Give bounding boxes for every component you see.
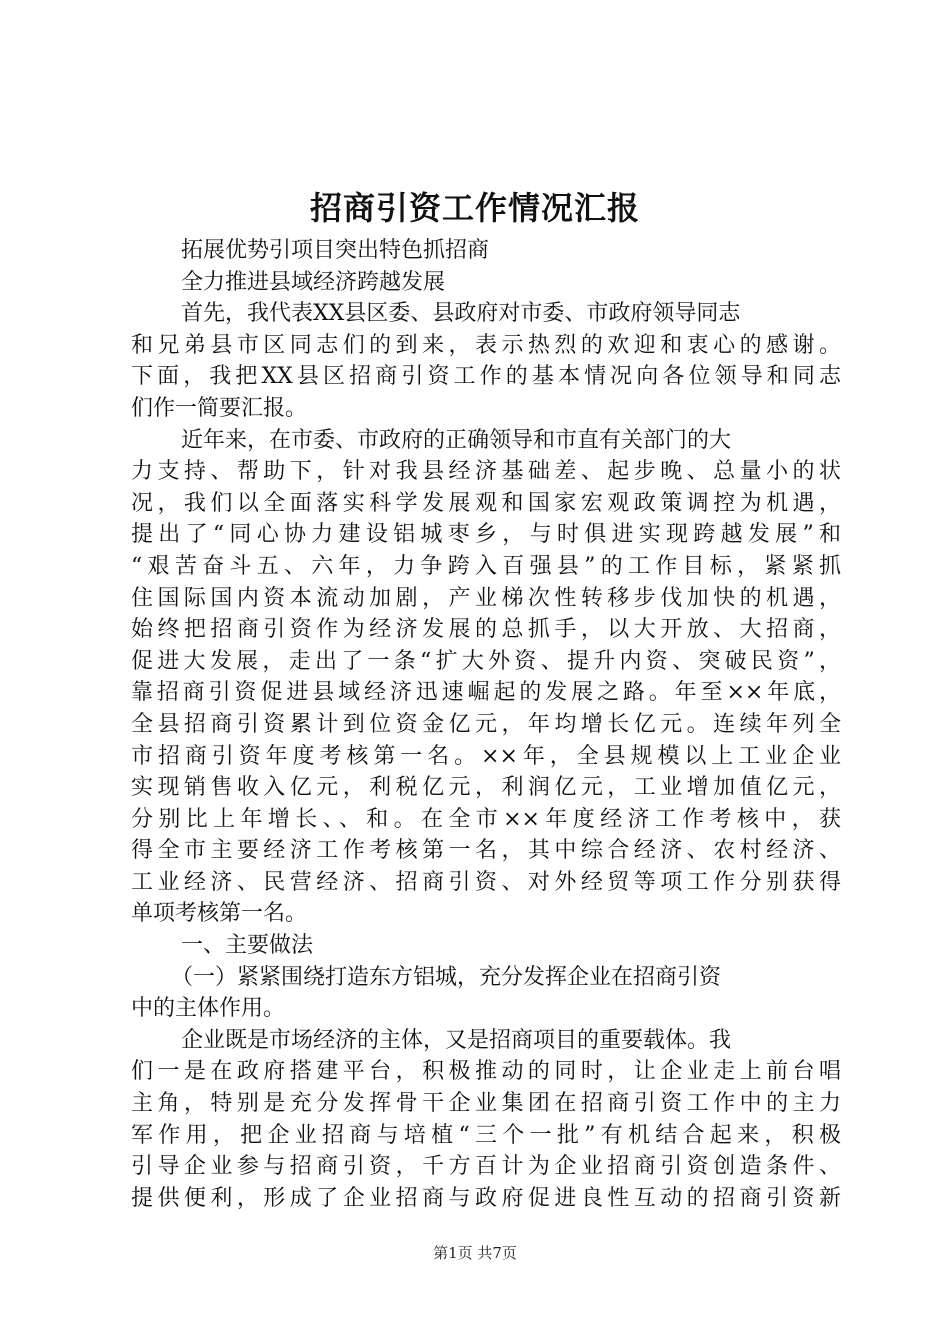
text-line: 一、主要做法 — [181, 933, 314, 959]
text-line: （一）紧紧围绕打造东方铝城，充分发挥企业在招商引资 — [171, 964, 722, 990]
text-line: 们作一简要汇报。 — [131, 395, 308, 421]
text-line: 住国际国内资本流动加剧，产业梯次性转移步伐加快的机遇， — [131, 585, 841, 611]
text-line: 下面，我把XX县区招商引资工作的基本情况向各位领导和同志 — [131, 364, 841, 390]
text-line: 力支持、帮助下，针对我县经济基础差、起步晚、总量小的状 — [131, 459, 841, 485]
text-line: 拓展优势引项目突出特色抓招商 — [181, 238, 490, 263]
text-line: 靠招商引资促进县域经济迅速崛起的发展之路。年至××年底， — [131, 680, 841, 706]
text-line: 提出了“同心协力建设铝城枣乡，与时俱进实现跨越发展”和 — [131, 522, 841, 548]
text-line: “艰苦奋斗五、六年，力争跨入百强县”的工作目标，紧紧抓 — [131, 553, 841, 579]
document-title: 招商引资工作情况汇报 — [309, 189, 640, 227]
text-line: 提供便利，形成了企业招商与政府促进良性互动的招商引资新 — [131, 1185, 841, 1211]
text-line: 军作用，把企业招商与培植“三个一批”有机结合起来，积极 — [131, 1122, 841, 1148]
text-line: 分别比上年增长、、和。在全市××年度经济工作考核中，获 — [131, 806, 841, 832]
text-line: 和兄弟县市区同志们的到来，表示热烈的欢迎和衷心的感谢。 — [131, 332, 841, 358]
text-line: 况，我们以全面落实科学发展观和国家宏观政策调控为机遇， — [131, 490, 841, 516]
text-line: 实现销售收入亿元，利税亿元，利润亿元，工业增加值亿元， — [131, 775, 841, 801]
text-line: 企业既是市场经济的主体，又是招商项目的重要载体。我 — [181, 1027, 732, 1053]
text-line: 促进大发展，走出了一条“扩大外资、提升内资、突破民资”， — [131, 648, 841, 674]
text-line: 们一是在政府搭建平台，积极推动的同时，让企业走上前台唱 — [131, 1059, 841, 1085]
text-line: 引导企业参与招商引资，千方百计为企业招商引资创造条件、 — [131, 1154, 841, 1180]
text-line: 主角，特别是充分发挥骨干企业集团在招商引资工作中的主力 — [131, 1091, 841, 1117]
text-line: 市招商引资年度考核第一名。××年，全县规模以上工业企业 — [131, 743, 841, 769]
text-line: 始终把招商引资作为经济发展的总抓手，以大开放、大招商， — [131, 617, 841, 643]
text-line: 全县招商引资累计到位资金亿元，年均增长亿元。连续年列全 — [131, 711, 841, 737]
text-line: 得全市主要经济工作考核第一名，其中综合经济、农村经济、 — [131, 838, 841, 864]
text-line: 首先，我代表XX县区委、县政府对市委、市政府领导同志 — [181, 301, 741, 327]
text-line: 单项考核第一名。 — [131, 901, 308, 927]
text-line: 中的主体作用。 — [131, 996, 286, 1022]
text-line: 工业经济、民营经济、招商引资、对外经贸等项工作分别获得 — [131, 869, 841, 895]
text-line: 全力推进县域经济跨越发展 — [181, 269, 446, 295]
document-body — [131, 235, 841, 1214]
page-footer: 第1页 共7页 — [433, 1244, 517, 1262]
text-line: 近年来，在市委、市政府的正确领导和市直有关部门的大 — [181, 427, 732, 453]
